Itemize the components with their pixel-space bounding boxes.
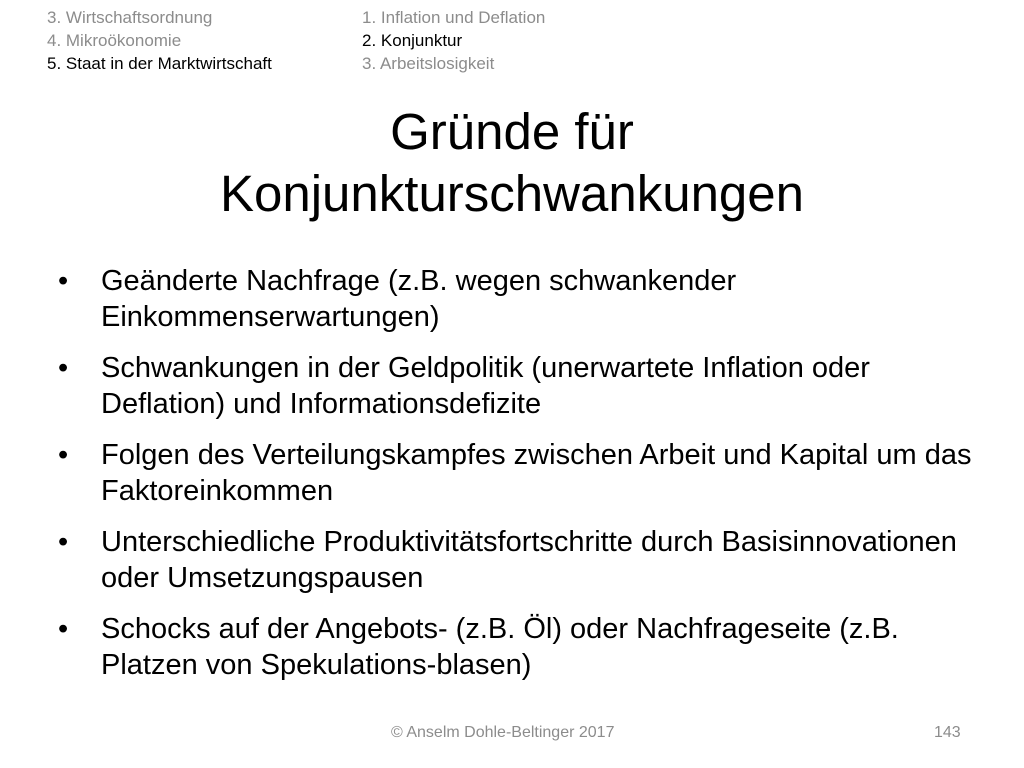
bullet-text: Folgen des Verteilungskampfes zwischen Arbeit und Kapital um das Faktoreinkommen	[101, 439, 972, 507]
nav-item-wirtschaftsordnung[interactable]: 3. Wirtschaftsordnung	[47, 8, 213, 27]
nav-item-staat-marktwirtschaft[interactable]: 5. Staat in der Marktwirtschaft	[47, 54, 272, 73]
bullet-dot: •	[58, 265, 69, 297]
bullet-dot: •	[58, 613, 69, 645]
footer-copyright: © Anselm Dohle-Beltinger 2017	[391, 724, 615, 741]
slide-title-line-1: Gründe für	[390, 103, 634, 160]
bullet-item	[58, 350, 988, 422]
bullet-text: Geänderte Nachfrage (z.B. wegen schwankender Einkommenserwartungen)	[101, 265, 737, 333]
nav-item-arbeitslosigkeit[interactable]: 3. Arbeitslosigkeit	[362, 54, 495, 73]
bullet-item	[58, 611, 988, 683]
bullet-list	[58, 263, 988, 698]
slide-title-line-2: Konjunkturschwankungen	[219, 165, 805, 222]
bullet-text: Schocks auf der Angebots- (z.B. Öl) oder Nachfrageseite (z.B. Platzen von Spekulations-blasen)	[101, 613, 899, 681]
nav-item-inflation-deflation[interactable]: 1. Inflation und Deflation	[362, 8, 546, 27]
bullet-dot: •	[58, 526, 69, 558]
bullet-dot: •	[58, 352, 69, 384]
section-nav	[362, 6, 545, 75]
bullet-text: Schwankungen in der Geldpolitik (unerwartete Inflation oder Deflation) und Informationsdefizite	[101, 352, 870, 420]
bullet-item	[58, 437, 988, 509]
footer-page-number: 143	[934, 724, 961, 741]
bullet-item	[58, 524, 988, 596]
nav-item-mikrooekonomie[interactable]: 4. Mikroökonomie	[47, 31, 182, 50]
bullet-text: Unterschiedliche Produktivitätsfortschritte durch Basisinnovationen oder Umsetzungspausen	[101, 526, 957, 594]
bullet-item	[58, 263, 988, 335]
bullet-dot: •	[58, 439, 69, 471]
chapter-nav	[47, 6, 272, 75]
slide-title	[0, 101, 1024, 225]
nav-item-konjunktur[interactable]: 2. Konjunktur	[362, 31, 463, 50]
